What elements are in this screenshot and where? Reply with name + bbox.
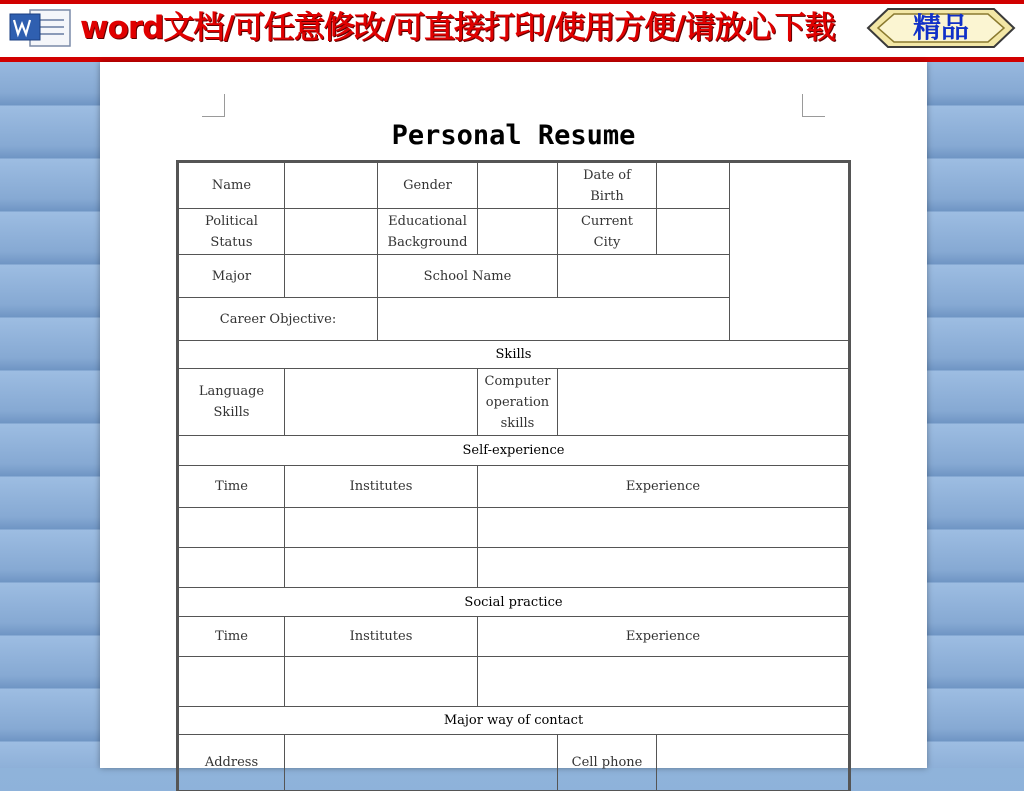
field-school-name[interactable] (558, 255, 730, 298)
field-cell-phone[interactable] (657, 735, 849, 791)
field-dob[interactable] (657, 163, 730, 209)
quality-badge (866, 5, 1016, 51)
section-self-experience: Self-experience (179, 436, 849, 466)
label-political-line1: Political (205, 213, 258, 229)
section-social-practice: Social practice (179, 588, 849, 617)
crop-mark-right (802, 94, 825, 117)
field-self-experience-1[interactable] (478, 508, 849, 548)
header-social-experience: Experience (478, 617, 849, 657)
label-name: Name (179, 163, 285, 209)
field-current-city[interactable] (657, 209, 730, 255)
label-dob-line2: Birth (590, 188, 624, 204)
label-school-name: School Name (378, 255, 558, 298)
field-language-skills[interactable] (285, 369, 478, 436)
label-career-objective: Career Objective: (179, 298, 378, 341)
label-political-line2: Status (210, 234, 253, 250)
badge-label: 精品 (912, 11, 969, 44)
label-language-skills (179, 369, 285, 436)
document-page (100, 62, 927, 768)
header-institutes: Institutes (285, 466, 478, 508)
resume-table (178, 162, 849, 791)
field-career-objective[interactable] (378, 298, 730, 341)
label-computer-skills (478, 369, 558, 436)
header-social-time: Time (179, 617, 285, 657)
word-document-icon (6, 6, 76, 50)
section-contact: Major way of contact (179, 707, 849, 735)
banner-headline: word文档/可任意修改/可直接打印/使用方便/请放心下载 (80, 10, 835, 46)
page-title: Personal Resume (391, 120, 636, 151)
field-self-time-2[interactable] (179, 548, 285, 588)
label-cell-phone: Cell phone (558, 735, 657, 791)
field-gender[interactable] (478, 163, 558, 209)
label-current-city (558, 209, 657, 255)
label-comp-line1: Computer (484, 373, 551, 389)
label-political-status (179, 209, 285, 255)
header-social-institutes: Institutes (285, 617, 478, 657)
field-address[interactable] (285, 735, 558, 791)
label-edu-line2: Background (387, 234, 468, 250)
label-dob (558, 163, 657, 209)
field-political-status[interactable] (285, 209, 378, 255)
label-gender: Gender (378, 163, 478, 209)
label-education (378, 209, 478, 255)
label-city-line2: City (593, 234, 621, 250)
field-self-time-1[interactable] (179, 508, 285, 548)
field-social-institutes-1[interactable] (285, 657, 478, 707)
field-name[interactable] (285, 163, 378, 209)
label-dob-line1: Date of (583, 167, 631, 183)
label-lang-line2: Skills (213, 405, 250, 420)
field-self-experience-2[interactable] (478, 548, 849, 588)
field-education[interactable] (478, 209, 558, 255)
photo-cell[interactable] (730, 163, 849, 341)
promo-banner (0, 0, 1024, 62)
label-lang-line1: Language (198, 384, 265, 399)
section-skills: Skills (179, 341, 849, 369)
label-edu-line1: Educational (388, 213, 467, 229)
label-comp-line3: skills (500, 415, 535, 431)
header-time: Time (179, 466, 285, 508)
field-self-institutes-2[interactable] (285, 548, 478, 588)
label-comp-line2: operation (485, 394, 550, 410)
label-city-line1: Current (580, 213, 634, 229)
field-computer-skills[interactable] (558, 369, 849, 436)
field-social-experience-1[interactable] (478, 657, 849, 707)
label-major: Major (179, 255, 285, 298)
field-self-institutes-1[interactable] (285, 508, 478, 548)
label-address: Address (179, 735, 285, 791)
field-major[interactable] (285, 255, 378, 298)
field-social-time-1[interactable] (179, 657, 285, 707)
crop-mark-left (202, 94, 225, 117)
header-experience: Experience (478, 466, 849, 508)
banner-top-line (0, 0, 1024, 4)
